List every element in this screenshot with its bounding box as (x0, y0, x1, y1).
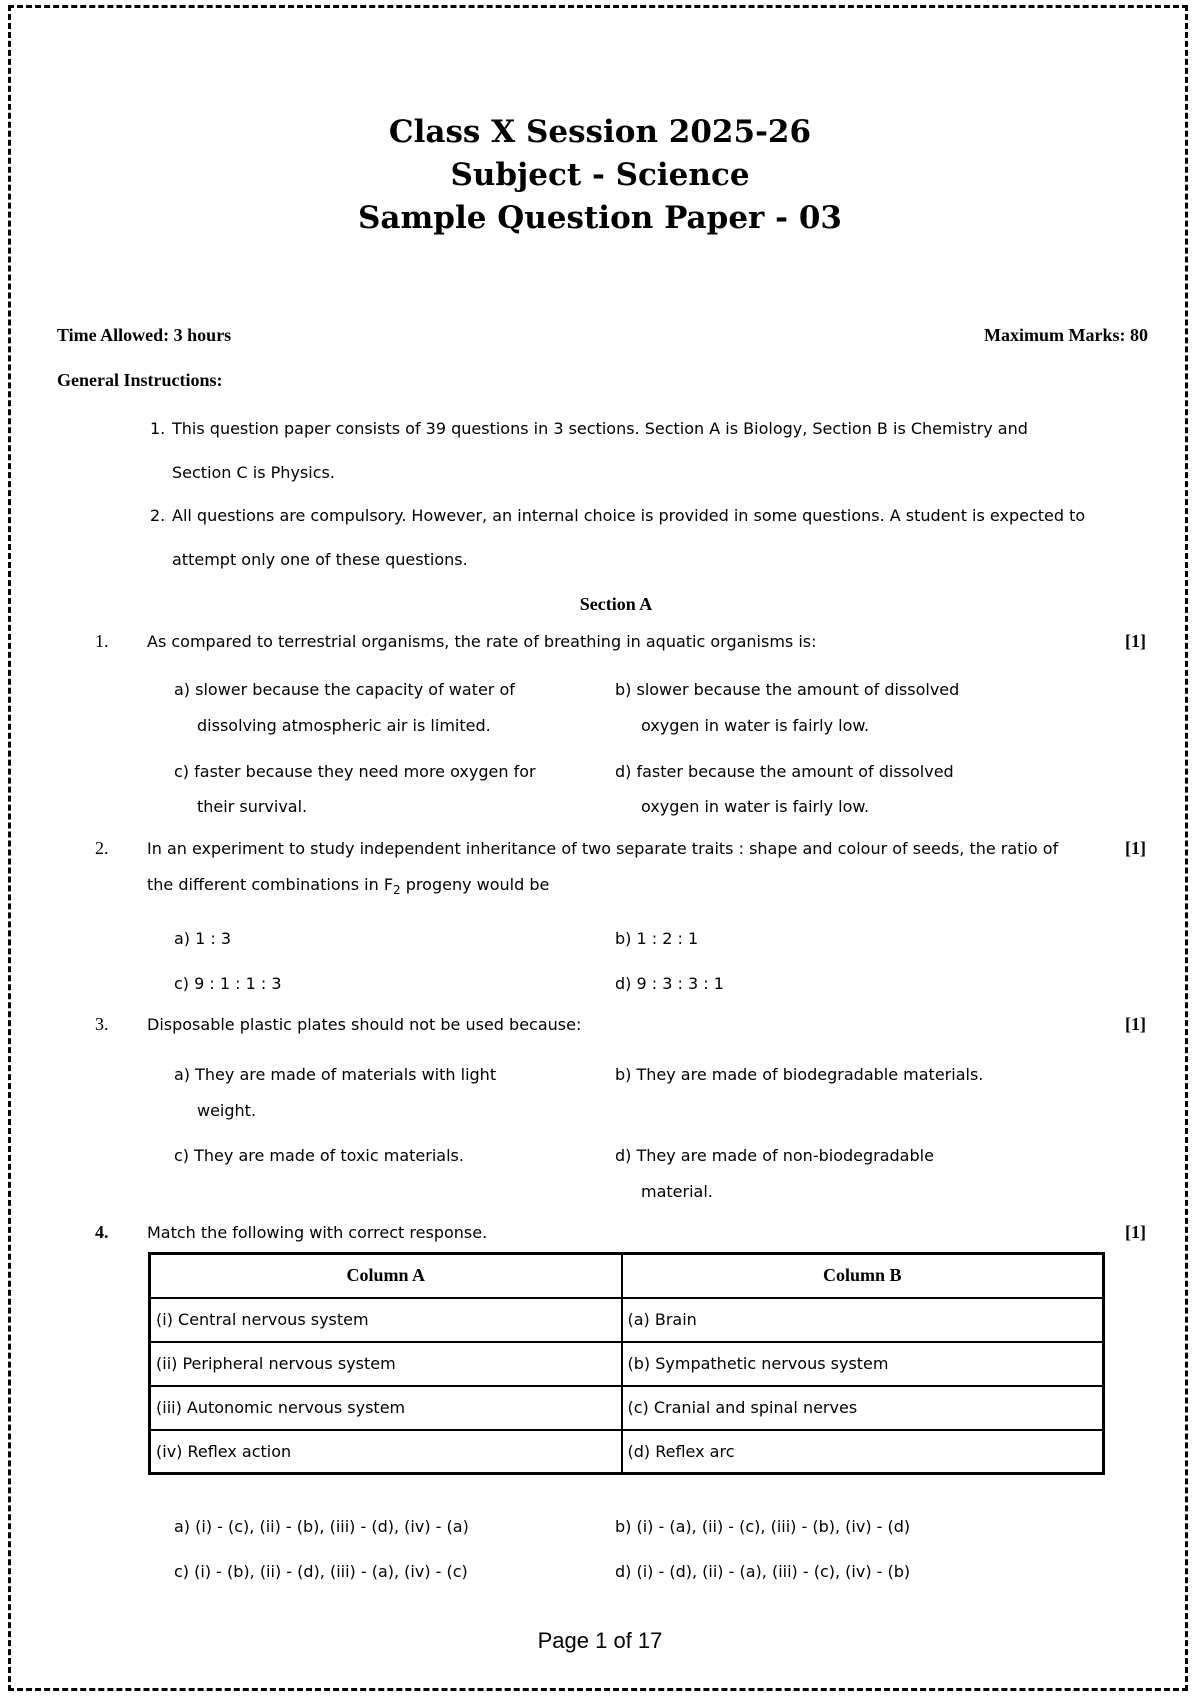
time-allowed: Time Allowed: 3 hours (57, 325, 232, 345)
table-row (150, 1342, 1104, 1386)
option-b: b) They are made of biodegradable materials. (615, 1065, 984, 1084)
table-row (150, 1386, 1104, 1430)
instruction-text: This question paper consists of 39 questions in 3 sections. Section A is Biology, Section B is Chemistry and (172, 419, 1028, 438)
option-d: d) They are made of non-biodegradable (615, 1146, 934, 1165)
question-marks: [1] (1125, 838, 1146, 858)
option-c-cont: their survival. (197, 797, 308, 816)
option-d: d) 9 : 3 : 3 : 1 (615, 974, 724, 993)
question-marks: [1] (1125, 1014, 1146, 1034)
question-marks: [1] (1125, 1222, 1146, 1242)
table-cell: (b) Sympathetic nervous system (622, 1342, 1104, 1386)
option-a: a) (i) - (c), (ii) - (b), (iii) - (d), (iv) - (a) (174, 1517, 469, 1536)
question-text-cont: the different combinations in $F_2$ progeny would be (147, 875, 550, 898)
table-cell: (c) Cranial and spinal nerves (622, 1386, 1104, 1430)
option-a: a) slower because the capacity of water of (174, 680, 515, 699)
instructions-heading: General Instructions: (57, 370, 223, 390)
table-row (150, 1298, 1104, 1342)
option-d: d) (i) - (d), (ii) - (a), (iii) - (c), (iv) - (b) (615, 1562, 911, 1581)
option-a-cont: weight. (197, 1101, 257, 1120)
table-header-row (150, 1254, 1104, 1298)
option-a: a) 1 : 3 (174, 929, 232, 948)
column-b-header: Column B (622, 1254, 1104, 1298)
option-a: a) They are made of materials with light (174, 1065, 497, 1084)
table-cell: (i) Central nervous system (150, 1298, 622, 1342)
question-text: Match the following with correct response. (147, 1223, 488, 1242)
option-a-cont: dissolving atmospheric air is limited. (197, 716, 491, 735)
table-cell: (iv) Reflex action (150, 1430, 622, 1474)
question-number: 3. (95, 1014, 109, 1034)
paper-subject-title: Subject - Science (450, 157, 750, 193)
option-c: c) 9 : 1 : 1 : 3 (174, 974, 282, 993)
table-row (150, 1430, 1104, 1474)
question-number: 4. (95, 1222, 109, 1242)
table-cell: (d) Reflex arc (622, 1430, 1104, 1474)
column-a-header: Column A (150, 1254, 622, 1298)
page-number: Page 1 of 17 (537, 1628, 663, 1653)
paper-class-title: Class X Session 2025-26 (388, 114, 812, 150)
instruction-text: Section C is Physics. (172, 463, 335, 482)
table-cell: (iii) Autonomic nervous system (150, 1386, 622, 1430)
question-text: As compared to terrestrial organisms, the rate of breathing in aquatic organisms is: (147, 632, 817, 651)
option-c: c) They are made of toxic materials. (174, 1146, 464, 1165)
table-cell: (a) Brain (622, 1298, 1104, 1342)
option-c: c) (i) - (b), (ii) - (d), (iii) - (a), (iv) - (c) (174, 1562, 468, 1581)
option-d-cont: material. (641, 1182, 713, 1201)
maximum-marks: Maximum Marks: 80 (984, 325, 1148, 345)
instruction-text: attempt only one of these questions. (172, 550, 468, 569)
question-number: 1. (95, 631, 109, 651)
section-title: Section A (579, 594, 653, 614)
option-b: b) (i) - (a), (ii) - (c), (iii) - (b), (iv) - (d) (615, 1517, 911, 1536)
instruction-number: 1. (150, 419, 166, 438)
option-d-cont: oxygen in water is fairly low. (641, 797, 870, 816)
option-b-cont: oxygen in water is fairly low. (641, 716, 870, 735)
question-marks: [1] (1125, 631, 1146, 651)
option-b: b) 1 : 2 : 1 (615, 929, 699, 948)
instruction-text: All questions are compulsory. However, an internal choice is provided in some questions. A student is expected to (172, 506, 1086, 525)
option-b: b) slower because the amount of dissolved (615, 680, 960, 699)
question-text: Disposable plastic plates should not be used because: (147, 1015, 582, 1034)
match-table (148, 1252, 1105, 1475)
option-c: c) faster because they need more oxygen for (174, 762, 536, 781)
instruction-number: 2. (150, 506, 166, 525)
paper-sample-title: Sample Question Paper - 03 (358, 200, 842, 236)
option-d: d) faster because the amount of dissolved (615, 762, 954, 781)
question-number: 2. (95, 838, 109, 858)
question-text: In an experiment to study independent inheritance of two separate traits : shape and colour of seeds, the ratio of (147, 839, 1059, 858)
subscript: 2 (393, 883, 401, 898)
table-cell: (ii) Peripheral nervous system (150, 1342, 622, 1386)
